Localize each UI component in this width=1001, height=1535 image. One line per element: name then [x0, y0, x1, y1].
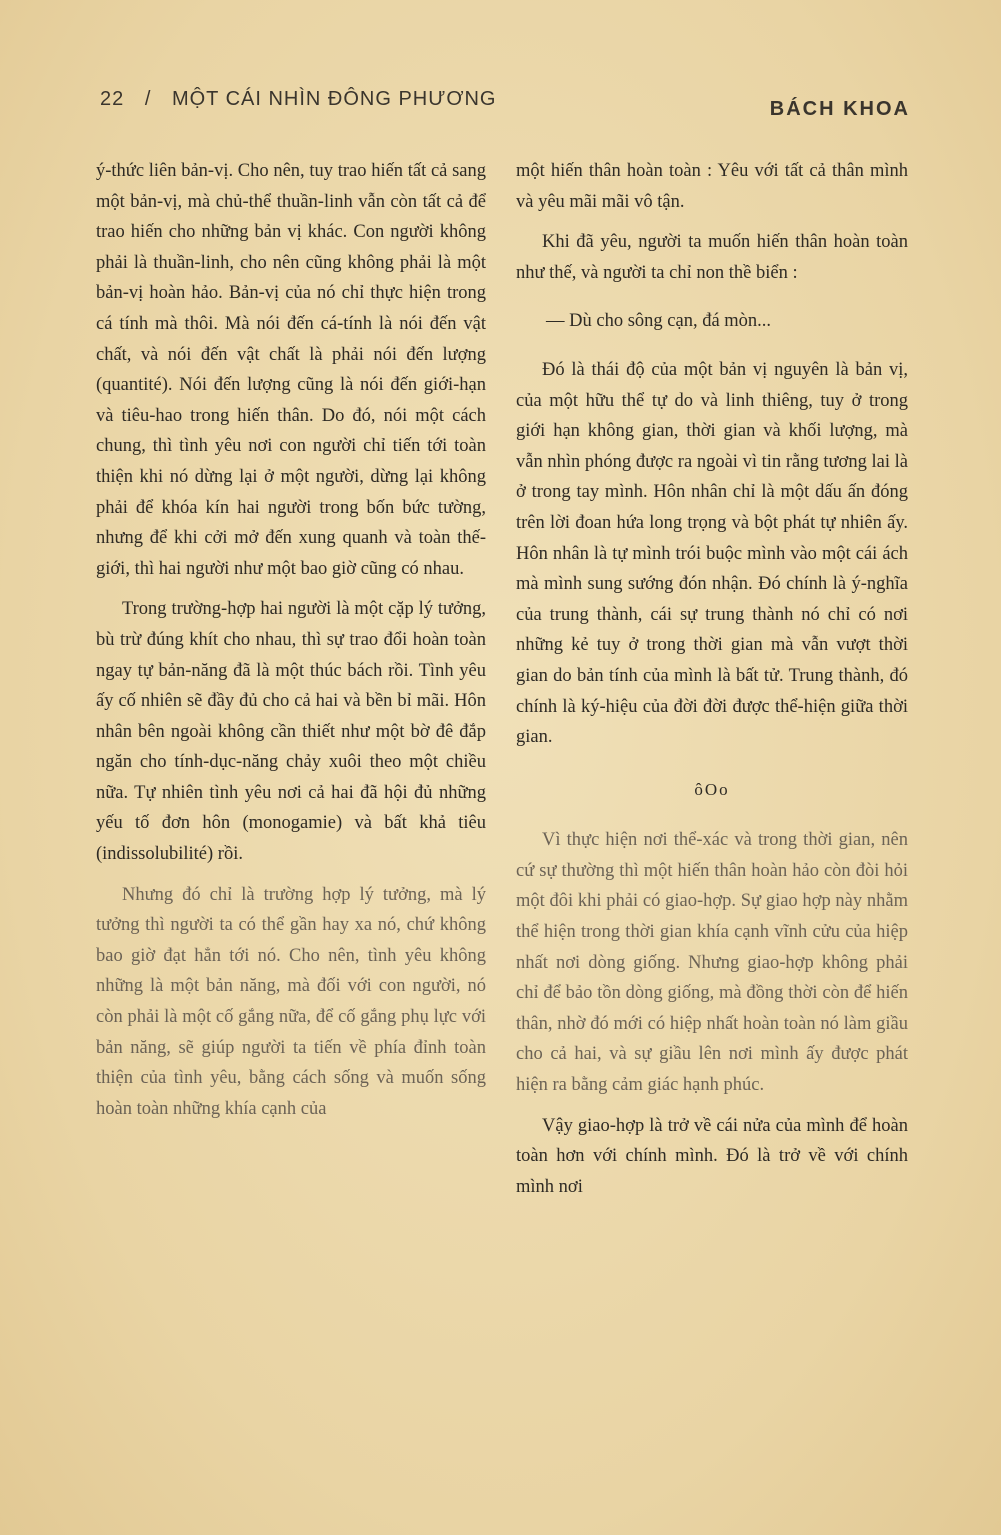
left-paragraph-2: Trong trường-hợp hai người là một cặp lý tưởng, bù trừ đúng khít cho nhau, thì sự trao đổi hoàn toàn ngay tự bản-năng đã là một thúc bách rồi. Tình yêu ấy cố nhiên sẽ đầy đủ cho cả hai và bền bỉ mãi. Hôn nhân bên ngoài không cần thiết như một bờ đê đắp ngăn cho tính-dục-năng chảy xuôi theo một chiều nữa. Tự nhiên tình yêu nơi cả hai đã hội đủ những yếu tố đơn hôn (monogamie) và bất khả tiêu (indissolubilité) rồi.	[96, 599, 486, 865]
right-column	[516, 156, 908, 1202]
section-separator: ôOo	[694, 779, 730, 799]
left-paragraph-3: Nhưng đó chỉ là trường hợp lý tưởng, mà lý tưởng thì người ta có thể gần hay xa nó, chứ không bao giờ đạt hẳn tới nó. Cho nên, tình yêu không những là một bản năng, mà đối với con người, nó còn phải là một cố gắng nữa, để cố gắng phụ lực với bản năng, sẽ giúp người ta tiến về phía đỉnh toàn thiện của tình yêu, bằng cách sống và muốn sống hoàn toàn những khía cạnh của	[96, 884, 486, 1119]
right-paragraph-1: một hiến thân hoàn toàn : Yêu với tất cả thân mình và yêu mãi mãi vô tận.	[516, 161, 908, 212]
right-paragraph-3: Đó là thái độ của một bản vị nguyên là bản vị, của một hữu thể tự do và linh thiêng, tuy ở trong giới hạn không gian, thời gian và khối lượng, mà vẫn nhìn phóng được ra ngoài vì tin rằng tương lai là ở trong tay mình. Hôn nhân chỉ là một dấu ấn đóng trên lời đoan hứa long trọng và bột phát tự nhiên ấy. Hôn nhân là tự mình trói buộc mình vào một cái ách mà mình sung sướng đón nhận. Đó chính là ý-nghĩa của trung thành, cái sự trung thành nó chỉ có nơi những kẻ tuy ở trong thời gian mà vẫn vượt thời gian do bản tính của mình là bất tử. Trung thành, đó chính là ký-hiệu của đời đời được thể-hiện giữa thời gian.	[516, 359, 908, 748]
left-paragraph-1: ý-thức liên bản-vị. Cho nên, tuy trao hiến tất cả sang một bản-vị, mà chủ-thể thuần-linh vẫn còn tất cả để trao hiến cho những bản vị khác. Con người không phải là thuần-linh, cho nên cũng không phải là một bản-vị hoàn hảo. Bản-vị của nó chỉ thực hiện trong cá tính mà thôi. Mà nói đến cá-tính là nói đến vật chất, và nói đến vật chất là phải nói đến lượng (quantité). Nói đến lượng cũng là nói đến giới-hạn và tiêu-hao trong hiến thân. Do đó, nói một cách chung, thì tình yêu nơi con người chỉ tiến tới toàn thiện khi nó dừng lại ở một người, dừng lại không phải để khóa kín hai người trong bốn bức tường, nhưng để khi cởi mở đến xung quanh và toàn thế-giới, thì hai người như một bao giờ cũng có nhau.	[96, 161, 486, 579]
right-paragraph-5: Vậy giao-hợp là trở về cái nửa của mình để hoàn toàn hơn với chính mình. Đó là trở về với chính mình nơi	[516, 1115, 908, 1197]
right-paragraph-4: Vì thực hiện nơi thể-xác và trong thời gian, nên cứ sự thường thì một hiến thân hoàn hảo còn đòi hỏi một đôi khi phải có giao-hợp. Sự giao hợp này nhằm thể hiện trong thời gian khía cạnh vĩnh cửu của hiệp nhất nơi dòng giống. Nhưng giao-hợp không phải chỉ để bảo tồn dòng giống, mà đồng thời còn để hiến thân, nhờ đó mới có hiệp nhất hoàn toàn nó làm giầu cho cả hai, và sự giầu lên nơi mình ấy được phát hiện ra bằng cảm giác hạnh phúc.	[516, 830, 908, 1096]
quote-line: — Dù cho sông cạn, đá mòn...	[546, 311, 772, 332]
page-header	[100, 88, 910, 122]
header-divider: /	[144, 88, 152, 110]
article-title: MỘT CÁI NHÌN ĐÔNG PHƯƠNG	[171, 88, 497, 110]
magazine-name: BÁCH KHOA	[769, 98, 910, 120]
page-number: 22	[100, 88, 125, 110]
right-paragraph-2: Khi đã yêu, người ta muốn hiến thân hoàn toàn như thế, và người ta chỉ non thề biển :	[516, 232, 908, 283]
header-left	[100, 88, 510, 111]
left-column	[96, 156, 486, 1124]
